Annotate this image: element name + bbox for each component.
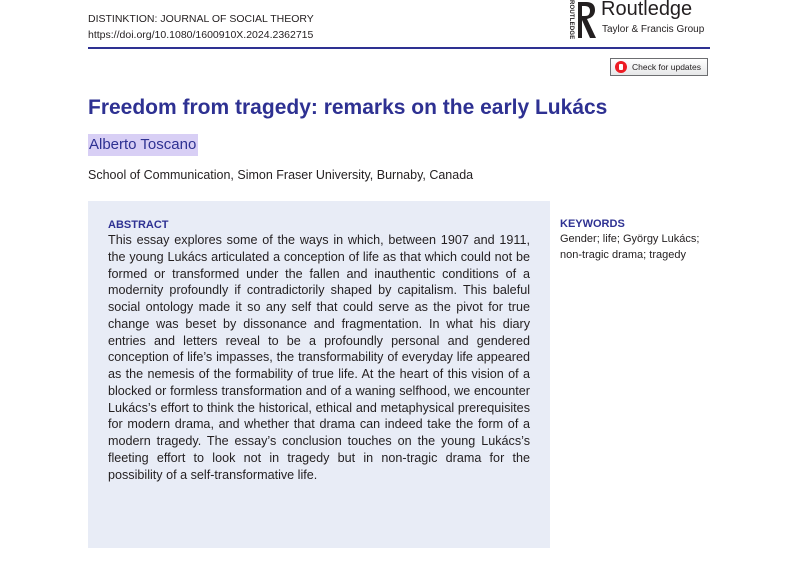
- article-title: Freedom from tragedy: remarks on the early Lukács: [88, 96, 608, 119]
- journal-header: [88, 12, 314, 43]
- author-name[interactable]: Alberto Toscano: [88, 134, 198, 156]
- keywords-heading: KEYWORDS: [560, 218, 625, 230]
- publisher-group: Taylor & Francis Group: [602, 24, 705, 35]
- publisher-name: Routledge: [601, 0, 693, 20]
- abstract-box: [88, 201, 550, 548]
- doi-link[interactable]: https://doi.org/10.1080/1600910X.2024.2362715: [88, 28, 314, 41]
- check-for-updates-label: Check for updates: [632, 62, 701, 72]
- header-rule: [88, 47, 710, 49]
- check-for-updates-button[interactable]: [610, 58, 708, 76]
- crossmark-icon: [615, 61, 627, 73]
- abstract-text: This essay explores some of the ways in which, between 1907 and 1911, the young Lukács articulated a conception of life as that which could not be formed or transformed under the fallen and inauthentic conditions of a modernity profoundly if contradictorily shaped by capitalism. This baleful social ontology made it so any self that could serve as the pivot for true change was beset by dissonance and fragmentation. In what his diary entries and letters reveal to be a profoundly personal and gendered conception of life’s impasses, the transformability of everyday life appeared as the nemesis of the formability of true life. At the heart of this vision of a blocked or formless transformation and of a waning selfhood, we encounter Lukács’s effort to think the historical, ethical and metaphysical prerequisites for modern drama, and whether that drama can indeed take the form of a modern tragedy. The essay’s conclusion touches on the young Lukács’s fleeting effort to look not in tragedy but in non-tragic drama for the possibility of a self-transformative life.: [108, 233, 530, 482]
- publisher-logo: [567, 0, 712, 40]
- logo-spine-text: ROUTLEDGE: [568, 0, 574, 40]
- author-affiliation: School of Communication, Simon Fraser University, Burnaby, Canada: [88, 168, 474, 182]
- abstract-heading: ABSTRACT: [108, 219, 169, 231]
- routledge-r-icon: [575, 0, 597, 40]
- keywords-list: Gender; life; György Lukács; non-tragic drama; tragedy: [560, 233, 700, 261]
- journal-name: DISTINKTION: JOURNAL OF SOCIAL THEORY: [88, 13, 314, 25]
